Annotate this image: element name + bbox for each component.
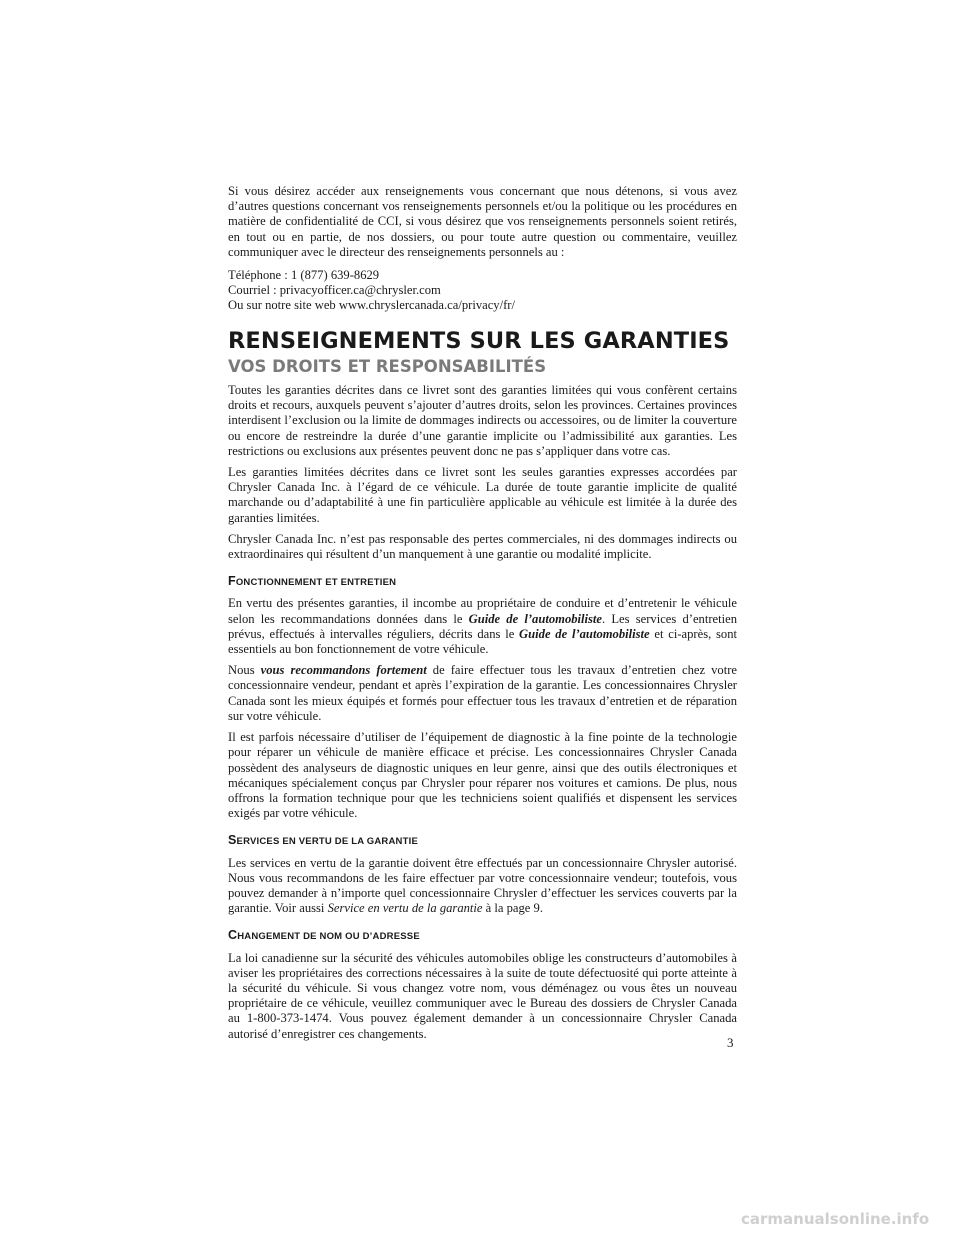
operation-p1-text-c: et ci-après, sont essentiels au bon fonctionnement de votre véhicule. (228, 626, 738, 657)
services-heading-rest: ERVICES EN VERTU DE LA GARANTIE (236, 836, 418, 848)
operation-paragraph-3: Il est parfois nécessaire d’utiliser de l’équipement de diagnostic à la fine pointe de la technologie pour réparer un véhicule de manière efficace et précise. Les concessionnaires Chrysler Canada possèdent des analyseurs de diagnostic uniques en leur genre, ainsi que des outils électroniques et mécaniques spécialement conçus par Chrysler pour réparer nos voitures et camions. De plus, nous offrons la formation technique pour que les techniciens soient qualifiés et dispensent les services exigés par votre véhicule. (228, 730, 737, 821)
page-number: 3 (727, 1035, 734, 1050)
change-heading-cap: C (228, 928, 238, 943)
operation-paragraph-1 (228, 596, 737, 657)
change-paragraph: La loi canadienne sur la sécurité des véhicules automobiles oblige les constructeurs d’automobiles à aviser les propriétaires des corrections nécessaires à la suite de toute défectuosité qui porte atteinte à la sécurité du véhicule. Si vous changez votre nom, vous déménagez ou vous êtes un nouveau propriétaire de ce véhicule, veuillez communiquer avec le Bureau des dossiers de Chrysler Canada au 1-800-373-1474. Vous pouvez également demander à un concessionnaire Chrysler Canada autorisé d’enregistrer ces changements. (228, 950, 737, 1041)
change-heading (228, 928, 737, 944)
services-paragraph (228, 856, 737, 917)
services-text-a: Les services en vertu de la garantie doivent être effectués par un concessionnaire Chrysler autorisé. Nous vous recommandons de les faire effectuer par votre concessionnaire vendeur; toutefois, vous pouvez demander à n’importe quel concessionnaire Chrysler d’effectuer les services couverts par la garantie. Voir aussi (228, 855, 737, 916)
contact-block (228, 268, 737, 314)
services-heading (228, 833, 737, 849)
intro-paragraph: Si vous désirez accéder aux renseignements vous concernant que nous détenons, si vous avez d’autres questions concernant vos renseignements personnels et/ou la politique ou les procédures en matière de confidentialité de CCI, si vous désirez que vos renseignements personnels soient retirés, en tout ou en partie, de nos dossiers, ou pour toute autre question ou commentaire, veuillez communiquer avec le directeur des renseignements personnels au : (228, 184, 737, 259)
operation-heading (228, 574, 737, 590)
operation-heading-rest: ONCTIONNEMENT ET ENTRETIEN (235, 577, 397, 589)
watermark: carmanualsonline.info (741, 1210, 930, 1228)
operation-p1-text-b: . Les services d’entretien prévus, effectués à intervalles réguliers, décrits dans le (228, 611, 738, 641)
rights-paragraph-1: Toutes les garanties décrites dans ce livret sont des garanties limitées qui vous confèrent certains droits et recours, auxquels peuvent s’ajouter d’autres droits, selon les provinces. Certaines provinces interdisent l’exclusion ou la limite de dommages indirects ou accessoires, ou de limiter la couverture ou encore de restreindre la durée d’une garantie implicite ou l’admissibilité aux garanties. Les restrictions ou exclusions aux présentes peuvent donc ne pas s’appliquer dans votre cas. (228, 383, 737, 458)
contact-email: Courriel : privacyofficer.ca@chrysler.com (228, 283, 441, 298)
strong-recommendation: vous recommandons fortement (260, 663, 427, 678)
operation-heading-cap: F (228, 574, 236, 589)
operation-p2-text-a: Nous (228, 663, 261, 678)
sub-heading: VOS DROITS ET RESPONSABILITÉS (228, 356, 547, 376)
operation-p2-text-b: de faire effectuer tous les travaux d’entretien chez votre concessionnaire vendeur, pendant et après l’expiration de la garantie. Les concessionnaires Chrysler Canada sont les mieux équipés et formés pour effectuer tous les travaux d’entretien et de réparation sur votre véhicule. (228, 663, 737, 723)
services-heading-cap: S (228, 833, 237, 848)
document-page (228, 184, 737, 1048)
operation-p1-text-a: En vertu des présentes garanties, il incombe au propriétaire de conduire et d’entretenir le véhicule selon les recommandations données dans le (228, 596, 737, 626)
contact-phone: Téléphone : 1 (877) 639-8629 (228, 268, 380, 283)
main-heading: RENSEIGNEMENTS SUR LES GARANTIES (228, 327, 730, 354)
services-reference: Service en vertu de la garantie (327, 901, 483, 916)
rights-paragraph-3: Chrysler Canada Inc. n’est pas responsable des pertes commerciales, ni des dommages indirects ou extraordinaires qui résultent d’un manquement à une garantie ou modalité implicite. (228, 531, 737, 562)
services-text-b: à la page 9. (482, 901, 543, 916)
change-heading-rest: HANGEMENT DE NOM OU D’ADRESSE (237, 931, 420, 943)
guide-title-2: Guide de l’automobiliste (519, 626, 650, 641)
operation-paragraph-2 (228, 663, 737, 724)
contact-web: Ou sur notre site web www.chryslercanada.ca/privacy/fr/ (228, 298, 515, 313)
guide-title-1: Guide de l’automobiliste (468, 611, 603, 626)
rights-paragraph-2: Les garanties limitées décrites dans ce livret sont les seules garanties expresses accordées par Chrysler Canada Inc. à l’égard de ce véhicule. La durée de toute garantie implicite de qualité marchande ou d’adaptabilité à une fin particulière applicable au véhicule est limitée à la durée des garanties limitées. (228, 465, 737, 525)
